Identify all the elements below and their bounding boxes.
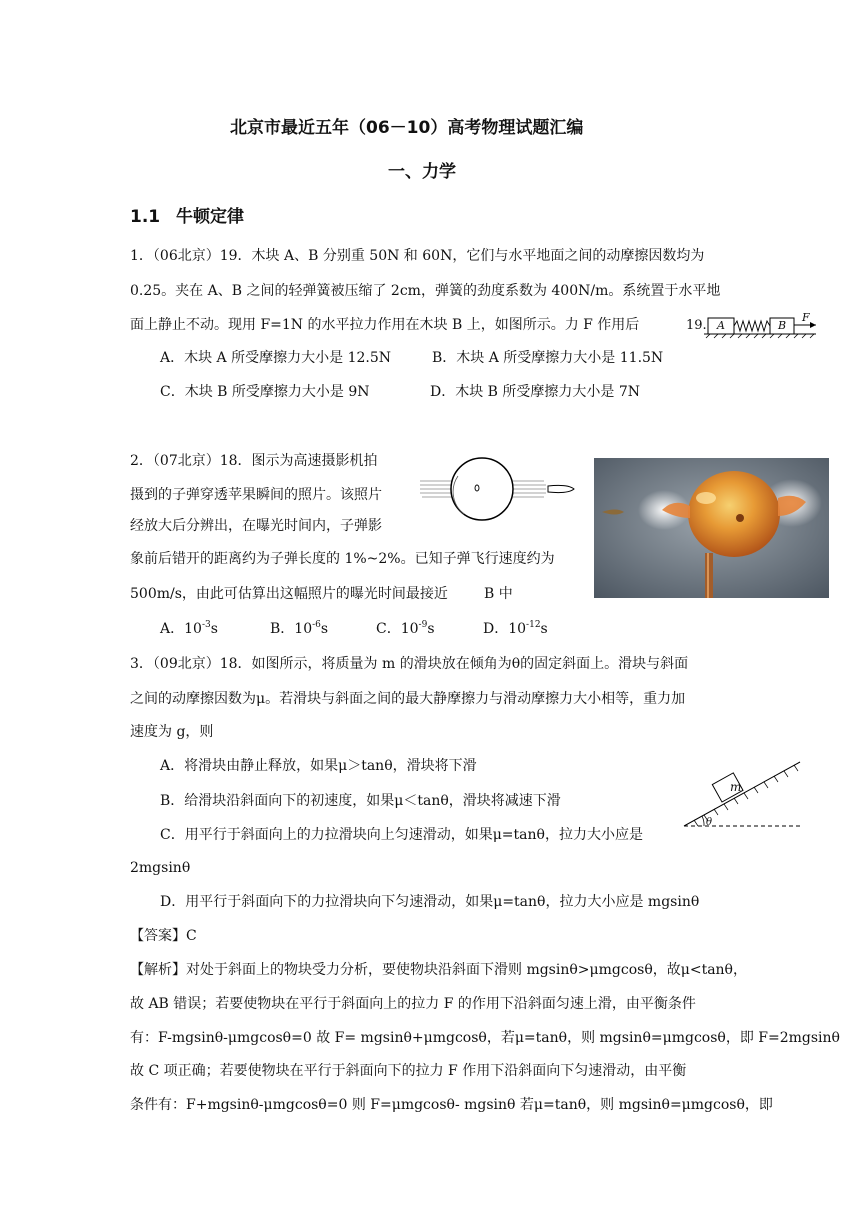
q2-answer-inline: B 中: [484, 586, 513, 602]
analysis-line-2: 故 AB 错误；若要使物块在平行于斜面向上的拉力 F 的作用下沿斜面匀速上滑，由平衡条件: [130, 996, 696, 1012]
q3-option-d: D．用平行于斜面向下的力拉滑块向下匀速滑动，如果μ=tanθ，拉力大小应是 mgsinθ: [160, 894, 700, 910]
q3-option-c-cont: 2mgsinθ: [130, 860, 191, 876]
q1-label-a: A: [717, 319, 725, 332]
q2-options: [160, 619, 580, 639]
q2-option-c: C．$10^{-9}s$: [376, 620, 435, 637]
incline-label-theta: θ: [706, 817, 713, 828]
q2-line-3: 经放大后分辨出，在曝光时间内，子弹影: [130, 518, 382, 534]
q2-line-2: 摄到的子弹穿透苹果瞬间的照片。该照片: [130, 487, 382, 503]
q1-label-b: B: [778, 319, 787, 332]
analysis-line-5: 条件有：F+mgsinθ-μmgcosθ=0 则 F=μmgcosθ- mgsinθ 若μ=tanθ，则 mgsinθ=μmgcosθ，即: [130, 1097, 773, 1113]
subsection-title: 牛顿定律: [176, 207, 244, 227]
q2-line-5: 500m/s，由此可估算出这幅照片的曝光时间最接近: [130, 586, 448, 602]
incline-diagram: [680, 756, 805, 831]
q2-line-1: 2．（07北京）18．图示为高速摄影机拍: [130, 453, 378, 469]
subsection-number: 1.1: [130, 207, 161, 227]
q2-option-d: D．$10^{-12}s$: [483, 620, 548, 637]
q1-line-1: 1．（06北京）19．木块 A、B 分别重 50N 和 60N，它们与水平地面之间的动摩擦因数均为: [130, 248, 705, 264]
apple-bullet-photo: [594, 458, 829, 598]
q3-option-c: C．用平行于斜面向上的力拉滑块向上匀速滑动，如果μ=tanθ，拉力大小应是: [160, 827, 643, 843]
q3-line-3: 速度为 g，则: [130, 724, 214, 740]
q1-label-f: F: [802, 311, 810, 324]
section-heading: 一、力学: [388, 162, 456, 182]
q1-figure-number: 19.: [686, 318, 707, 333]
q1-option-b: B．木块 A 所受摩擦力大小是 11.5N: [432, 350, 664, 366]
q3-option-b: B．给滑块沿斜面向下的初速度，如果μ＜tanθ，滑块将减速下滑: [160, 793, 561, 809]
incline-label-m: m: [730, 780, 742, 794]
q2-option-a: A．$10^{-3}s$: [160, 620, 218, 637]
q1-line-2: 0.25。夹在 A、B 之间的轻弹簧被压缩了 2cm，弹簧的劲度系数为 400N/m。系统置于水平地: [130, 283, 721, 299]
q3-line-1: 3．（09北京）18．如图所示，将质量为 m 的滑块放在倾角为θ的固定斜面上。滑块与斜面: [130, 656, 689, 672]
q2-option-b: B．$10^{-6}s$: [270, 620, 329, 637]
apple-diagram: [418, 456, 578, 526]
q3-option-a: A．将滑块由静止释放，如果μ＞tanθ，滑块将下滑: [160, 758, 477, 774]
document-title: 北京市最近五年（06－10）高考物理试题汇编: [230, 118, 584, 138]
q1-option-d: D．木块 B 所受摩擦力大小是 7N: [430, 384, 641, 400]
analysis-line-1: 【解析】对处于斜面上的物块受力分析，要使物块沿斜面下滑则 mgsinθ>μmgcosθ，故μ<tanθ，: [130, 962, 747, 978]
q1-line-3: 面上静止不动。现用 F=1N 的水平拉力作用在木块 B 上，如图所示。力 F 作用后: [130, 317, 640, 333]
q1-option-a: A．木块 A 所受摩擦力大小是 12.5N: [160, 350, 391, 366]
q1-figure: [686, 312, 822, 342]
q3-line-2: 之间的动摩擦因数为μ。若滑块与斜面之间的最大静摩擦力与滑动摩擦力大小相等，重力加: [130, 691, 686, 707]
q1-option-c: C．木块 B 所受摩擦力大小是 9N: [160, 384, 370, 400]
q3-answer: 【答案】C: [130, 928, 197, 944]
q2-line-4: 象前后错开的距离约为子弹长度的 1%~2%。已知子弹飞行速度约为: [130, 551, 555, 567]
analysis-line-3: 有：F-mgsinθ-μmgcosθ=0 故 F= mgsinθ+μmgcosθ，若μ=tanθ，则 mgsinθ=μmgcosθ，即 F=2mgsinθ: [130, 1030, 840, 1046]
analysis-line-4: 故 C 项正确；若要使物块在平行于斜面向下的拉力 F 作用下沿斜面向下匀速滑动，由平衡: [130, 1063, 687, 1079]
